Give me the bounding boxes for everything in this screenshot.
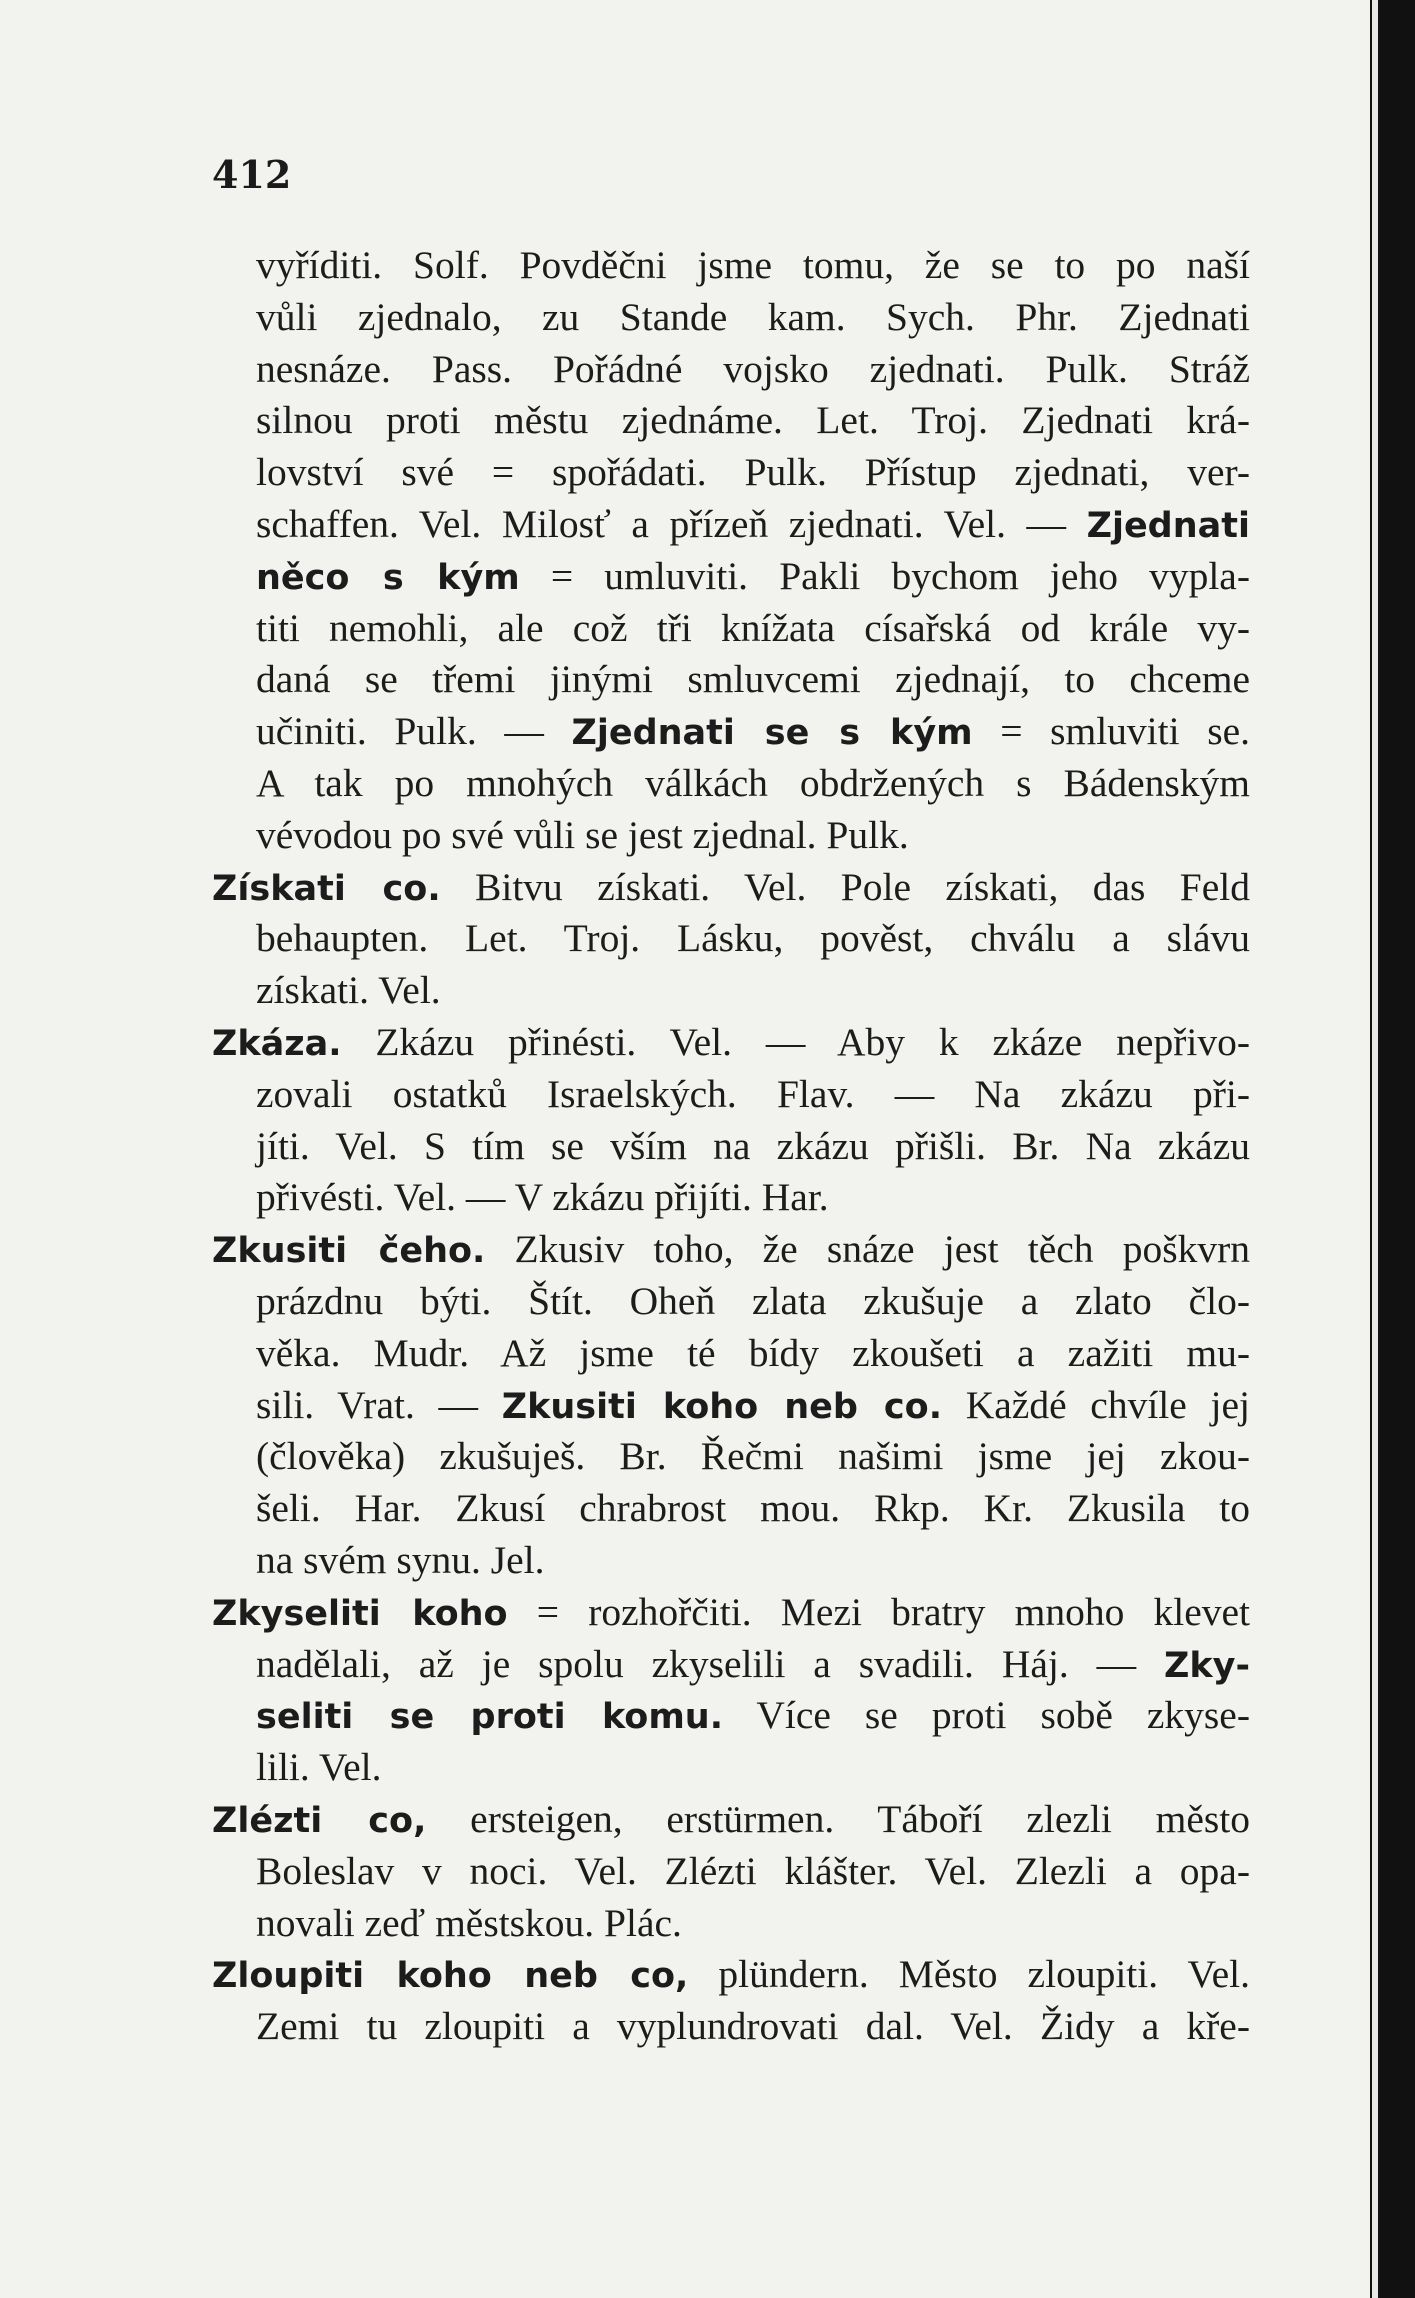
text-line: titi nemohli, ale což tři knížata císařská od krále vy- (256, 605, 1250, 650)
text-line: Zkyseliti koho = rozhořčiti. Mezi bratry mnoho klevet (212, 1589, 1250, 1634)
text-line: Zloupiti koho neb co, plündern. Město zloupiti. Vel. (212, 1952, 1250, 1997)
text-line: věka. Mudr. Až jsme té bídy zkoušeti a zažiti mu- (256, 1330, 1250, 1375)
text-line: seliti se proti komu. Více se proti sobě zkyse- (256, 1693, 1250, 1738)
text-line: učiniti. Pulk. — Zjednati se s kým = smluviti se. (256, 709, 1250, 754)
text-line: sili. Vrat. — Zkusiti koho neb co. Každé chvíle jej (256, 1382, 1250, 1427)
text-line: získati. Vel. (256, 968, 441, 1013)
page-edge (1372, 0, 1378, 2298)
text-line: jíti. Vel. S tím se vším na zkázu přišli. Br. Na zkázu (256, 1123, 1250, 1168)
text-line: Zkusiti čeho. Zkusiv toho, že snáze jest těch poškvrn (212, 1227, 1250, 1272)
dictionary-text (212, 240, 1250, 2053)
text-line: Zlézti co, ersteigen, erstürmen. Táboří zlezli město (212, 1796, 1250, 1841)
page-number: 412 (212, 152, 292, 197)
text-line: nesnáze. Pass. Pořádné vojsko zjednati. Pulk. Stráž (256, 346, 1250, 391)
text-line: zovali ostatků Israelských. Flav. — Na zkázu při- (256, 1071, 1250, 1116)
text-line: šeli. Har. Zkusí chrabrost mou. Rkp. Kr. Zkusila to (256, 1486, 1250, 1531)
text-line: Boleslav v noci. Vel. Zlézti klášter. Vel. Zlezli a opa- (256, 1848, 1250, 1893)
text-line: schaffen. Vel. Milosť a přízeň zjednati. Vel. — Zjednati (256, 501, 1250, 546)
text-line: novali zeď městskou. Plác. (256, 1900, 682, 1945)
text-line: vyříditi. Solf. Povděčni jsme tomu, že se to po naší (256, 243, 1250, 287)
text-line: vůli zjednalo, zu Stande kam. Sych. Phr. Zjednati (256, 294, 1250, 339)
text-line: Zkáza. Zkázu přinésti. Vel. — Aby k zkáze nepřivo- (212, 1019, 1250, 1064)
text-line: A tak po mnohých válkách obdržených s Bádenským (256, 760, 1250, 805)
text-line: silnou proti městu zjednáme. Let. Troj. Zjednati krá- (256, 398, 1250, 443)
text-line: na svém synu. Jel. (256, 1537, 545, 1582)
text-line: prázdnu býti. Štít. Oheň zlata zkušuje a zlato člo- (256, 1278, 1250, 1323)
text-line: daná se třemi jinými smluvcemi zjednají, to chceme (256, 657, 1250, 702)
text-line: lili. Vel. (256, 1745, 382, 1790)
text-line: vévodou po své vůli se jest zjednal. Pulk. (256, 812, 909, 857)
text-line: nadělali, až je spolu zkyselili a svadili. Háj. — Zky- (256, 1641, 1250, 1686)
text-line: Zemi tu zloupiti a vyplundrovati dal. Vel. Židy a kře- (256, 2004, 1250, 2049)
text-line: Získati co. Bitvu získati. Vel. Pole získati, das Feld (212, 864, 1250, 909)
text-line: behaupten. Let. Troj. Lásku, pověst, chválu a slávu (256, 916, 1250, 961)
text-line: (člověka) zkušuješ. Br. Řečmi našimi jsme jej zkou- (256, 1434, 1250, 1479)
text-line: něco s kým = umluviti. Pakli bychom jeho vypla- (256, 553, 1250, 598)
text-line: přivésti. Vel. — V zkázu přijíti. Har. (256, 1175, 829, 1220)
text-line: lovství své = spořádati. Pulk. Přístup zjednati, ver- (256, 450, 1250, 495)
